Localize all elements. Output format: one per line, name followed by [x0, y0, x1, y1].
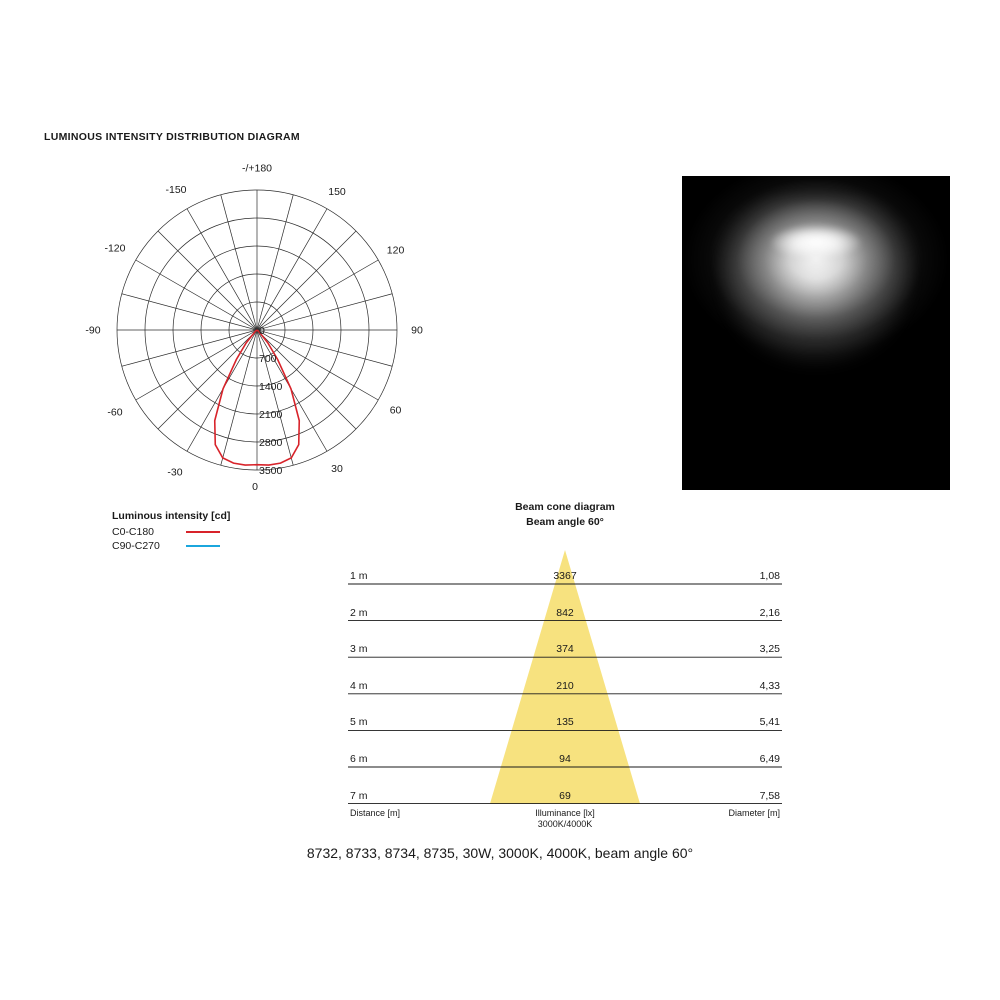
svg-text:-120: -120: [104, 242, 126, 255]
cone-row-diameter: 2,16: [759, 606, 780, 619]
svg-text:-60: -60: [107, 406, 123, 419]
svg-text:1400: 1400: [259, 381, 283, 393]
cone-row-illuminance: 3367: [553, 570, 577, 582]
cone-row-diameter: 7,58: [759, 789, 780, 802]
svg-text:0: 0: [252, 481, 258, 493]
cone-row-diameter: 3,25: [759, 643, 780, 656]
cone-row-distance: 4 m: [350, 679, 368, 692]
cone-row-illuminance: 842: [556, 606, 574, 619]
cone-row-distance: 6 m: [350, 753, 368, 765]
beam-photograph: [682, 176, 950, 490]
svg-text:120: 120: [386, 244, 405, 257]
svg-text:-90: -90: [85, 324, 101, 337]
svg-text:3500: 3500: [259, 465, 283, 477]
cone-row-distance: 2 m: [350, 606, 368, 619]
cone-row-illuminance: 69: [559, 789, 571, 802]
cone-row-diameter: 6,49: [759, 753, 780, 765]
svg-text:150: 150: [328, 185, 346, 198]
legend-swatch-c90-c270: [186, 545, 220, 547]
cone-header-illuminance: [535, 808, 595, 830]
cone-row-illuminance: 135: [556, 716, 574, 729]
legend-item-c90-c270: [112, 539, 230, 553]
beam-cone-diagram: [340, 548, 790, 833]
cone-header-illuminance-line2: 3000K/4000K: [537, 818, 593, 829]
cone-header-diameter: Diameter [m]: [728, 807, 780, 818]
legend-swatch-c0-c180: [186, 531, 220, 533]
beam-hotspot: [756, 220, 876, 264]
cone-row-illuminance: 94: [559, 753, 571, 765]
cone-row-diameter: 4,33: [759, 679, 780, 692]
cone-header-distance: Distance [m]: [350, 807, 401, 818]
svg-text:90: 90: [411, 324, 423, 337]
beam-cone-title-line2: Beam angle 60°: [526, 516, 604, 528]
figure-caption: 8732, 8733, 8734, 8735, 30W, 3000K, 4000K, beam angle 60°: [306, 845, 694, 861]
svg-text:30: 30: [331, 463, 343, 476]
beam-cone-title-line1: Beam cone diagram: [515, 501, 615, 513]
cone-row-illuminance: 374: [556, 643, 574, 656]
cone-row-distance: 3 m: [350, 643, 368, 656]
svg-text:-/+180: -/+180: [241, 162, 273, 175]
legend-item-c0-c180: [112, 525, 230, 539]
svg-text:-150: -150: [165, 184, 187, 197]
cone-shape: [490, 550, 640, 804]
svg-text:60: 60: [389, 404, 402, 417]
page-title: LUMINOUS INTENSITY DISTRIBUTION DIAGRAM: [44, 131, 300, 143]
svg-text:2100: 2100: [259, 409, 283, 421]
svg-text:0: 0: [259, 325, 265, 337]
cone-row-distance: 5 m: [350, 716, 368, 729]
svg-text:-30: -30: [167, 466, 183, 479]
svg-text:2800: 2800: [259, 437, 283, 449]
beam-cone-title: [420, 500, 710, 530]
cone-row-distance: 7 m: [350, 789, 368, 802]
legend-title: Luminous intensity [cd]: [112, 510, 231, 522]
luminous-intensity-polar-chart: [60, 160, 480, 510]
cone-row-diameter: 5,41: [759, 716, 780, 729]
legend: [112, 510, 230, 553]
cone-row-illuminance: 210: [556, 679, 574, 692]
cone-header-illuminance-line1: Illuminance [lx]: [535, 807, 595, 818]
svg-text:700: 700: [259, 353, 277, 365]
legend-label-c0-c180: C0-C180: [112, 526, 155, 538]
cone-row-distance: 1 m: [350, 570, 368, 582]
polar-chart-svg: [60, 160, 480, 510]
cone-row-diameter: 1,08: [759, 570, 780, 582]
legend-label-c90-c270: C90-C270: [112, 540, 160, 552]
